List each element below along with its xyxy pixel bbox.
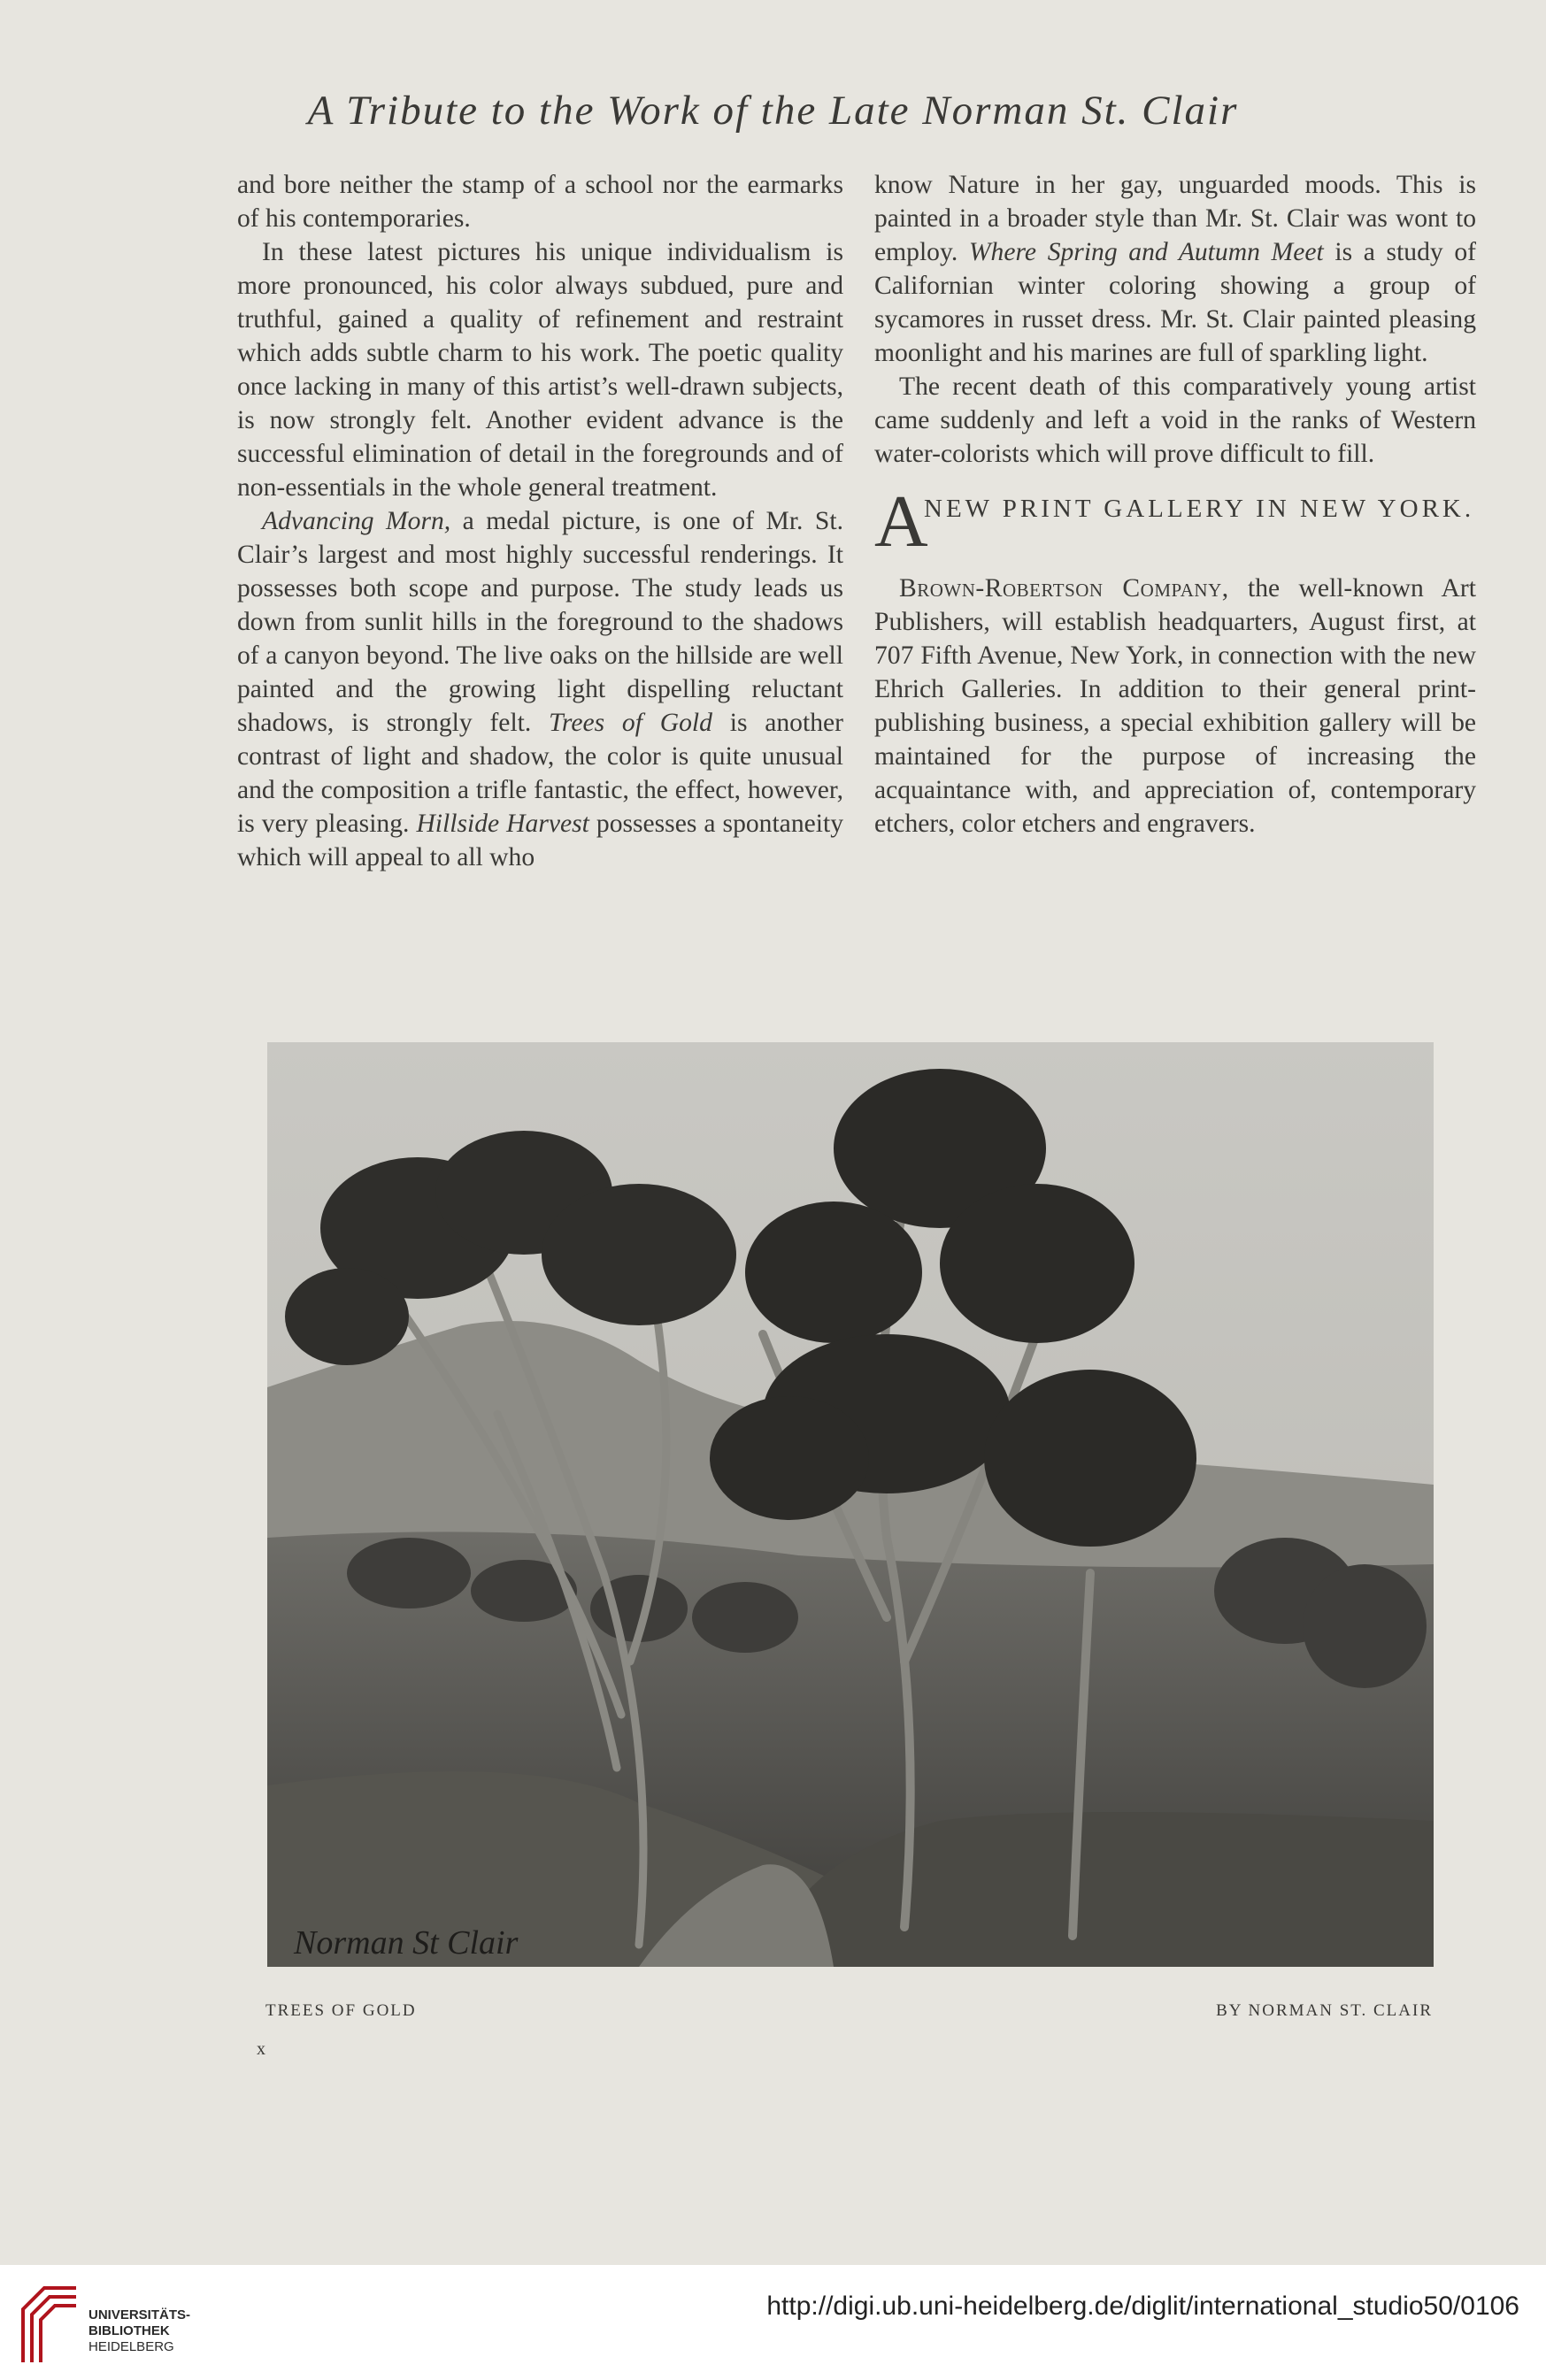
artwork-title-advancing-morn: Advancing Morn, bbox=[262, 507, 451, 535]
library-name bbox=[88, 2307, 190, 2355]
painting-signature: Norman St Clair bbox=[294, 1924, 519, 1962]
library-logo-icon bbox=[18, 2283, 81, 2368]
left-paragraph-1: and bore neither the stamp of a school nor the earmarks of his contemporaries. bbox=[237, 171, 843, 233]
left-paragraph-3 bbox=[237, 504, 843, 874]
right-paragraph-1-text-a: know Nature in her gay, unguarded moods. This is painted in a broader style than Mr. St. Clair was wont to employ. bbox=[874, 171, 1476, 266]
library-line-2: BIBLIOTHEK bbox=[88, 2323, 170, 2338]
right-paragraph-2: The recent death of this comparatively young artist came suddenly and left a void in the ranks of Western water-colorists which will prove difficult to fill. bbox=[874, 372, 1476, 468]
right-column bbox=[874, 168, 1476, 841]
heading-drop-initial: A bbox=[874, 480, 928, 563]
page-folio: x bbox=[257, 2039, 265, 2059]
library-line-3: HEIDELBERG bbox=[88, 2339, 174, 2354]
artwork-title-where-spring-and-autumn-meet: Where Spring and Autumn Meet bbox=[968, 238, 1324, 266]
artwork-title-trees-of-gold: Trees of Gold bbox=[549, 709, 712, 737]
artwork-title-hillside-harvest: Hillside Harvest bbox=[416, 810, 589, 838]
left-paragraph-3-text-b: is another contrast of light and shadow, the color is quite unusual and the composition a trifle fantastic, the effect, however, is very pleasing. bbox=[237, 709, 843, 838]
caption-artist: BY NORMAN ST. CLAIR bbox=[1216, 2001, 1433, 2020]
footer-bar bbox=[0, 2265, 1546, 2380]
company-name: Brown-Robertson Company, bbox=[899, 574, 1229, 603]
right-paragraph-1-text-b: is a study of Californian winter coloring showing a group of sycamores in russet dress. Mr. St. Clair painted pleasing moonlight and his marines are full of sparkling light. bbox=[874, 238, 1476, 367]
left-column bbox=[237, 168, 843, 874]
left-paragraph-2: In these latest pictures his unique individualism is more pronounced, his color always subdued, pure and truthful, gained a quality of refinement and restraint which adds subtle charm to his work. The poetic quality once lacking in many of this artist’s well-drawn subjects, is now strongly felt. Another evident advance is the successful elimination of detail in the foregrounds and of non-essentials in the whole general treatment. bbox=[237, 238, 843, 502]
library-line-1: UNIVERSITÄTS- bbox=[88, 2307, 191, 2322]
right-paragraph-1 bbox=[874, 168, 1476, 370]
running-head: A Tribute to the Work of the Late Norman St. Clair bbox=[307, 88, 1239, 134]
left-paragraph-3-text-a: a medal picture, is one of Mr. St. Clair’s largest and most highly successful renderings. It possesses both scope and purpose. The study leads us down from sunlit hills in the foreground to the shadows of a canyon beyond. The live oaks on the hillside are well painted and the growing light dispelling reluctant shadows, is strongly felt. bbox=[237, 507, 843, 737]
section-heading bbox=[874, 480, 1476, 563]
source-url[interactable]: http://digi.ub.uni-heidelberg.de/diglit/international_studio50/0106 bbox=[766, 2292, 1519, 2321]
painting-image bbox=[267, 1042, 1434, 1967]
right-paragraph-3-text: the well-known Art Publishers, will establish headquarters, August first, at 707 Fifth Avenue, New York, in connection with the new Ehrich Galleries. In addition to their general print-publishing business, a special exhibition gallery will be maintained for the purpose of increasing the acquaintance with, and appreciation of, contemporary etchers, color etchers and engravers. bbox=[874, 574, 1476, 838]
heading-text: NEW PRINT GALLERY IN NEW YORK. bbox=[924, 495, 1475, 523]
painting-trees-of-gold bbox=[267, 1042, 1434, 1967]
right-paragraph-3 bbox=[874, 572, 1476, 841]
caption-title: TREES OF GOLD bbox=[265, 2001, 417, 2020]
left-paragraph-3-text-c: possesses a spontaneity which will appeal to all who bbox=[237, 810, 843, 871]
